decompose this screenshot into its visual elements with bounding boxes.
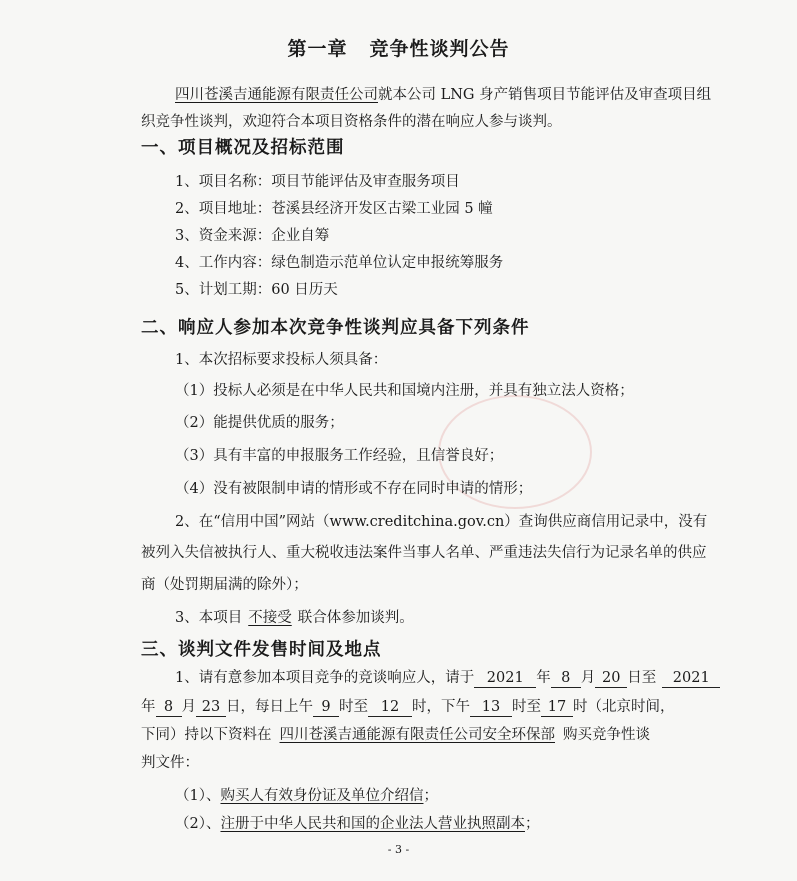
- purchase-place: 四川苍溪吉通能源有限责任公司安全环保部: [279, 727, 555, 743]
- sec3-line-3: [141, 725, 650, 745]
- end-day: 23: [196, 698, 226, 717]
- sec2-sub-4: （4）没有被限制申请的情形或不存在同时申请的情形；: [175, 481, 533, 497]
- section-1-heading: 一、项目概况及招标范围: [141, 138, 345, 158]
- sec3-l3-prefix: 下同）持以下资料在: [141, 727, 272, 743]
- start-day: 20: [595, 669, 627, 688]
- label-daily-am: 日，每日上午: [226, 699, 313, 715]
- section-2-heading: 二、响应人参加本次竞争性谈判应具备下列条件: [141, 318, 530, 338]
- section-3-heading: 三、谈判文件发售时间及地点: [141, 640, 382, 660]
- label-month: 月: [580, 670, 596, 686]
- sec3-req-2: [175, 814, 539, 834]
- label-hour-to-2: 时至: [512, 699, 541, 715]
- label-hour-to: 时至: [339, 699, 368, 715]
- start-year: 2021: [474, 669, 536, 688]
- chapter-number: 第一章: [287, 38, 348, 60]
- sec3-l1-prefix: 1、请有意参加本项目竞争的竞谈响应人，请于: [175, 670, 475, 686]
- chapter-title: [0, 34, 797, 61]
- end-year: 2021: [662, 669, 720, 688]
- req2-text: 注册于中华人民共和国的企业法人营业执照副本: [220, 816, 525, 832]
- chapter-name: 竞争性谈判公告: [369, 38, 510, 60]
- item3-suffix: 联合体参加谈判。: [297, 610, 414, 626]
- req2-end: ；: [524, 816, 540, 832]
- sec2-sub-3: （3）具有丰富的申报服务工作经验，且信誉良好；: [175, 448, 504, 464]
- label-day-to: 日至: [627, 670, 657, 686]
- pm-end-hour: 17: [541, 698, 573, 717]
- sec3-line-4: 判文件：: [141, 755, 199, 771]
- sec1-item-period: 5、计划工期：60 日历天: [175, 282, 338, 298]
- sec2-item-3: [175, 608, 414, 628]
- sec2-sub-2: （2）能提供优质的服务；: [175, 415, 344, 431]
- sec3-line-2: [141, 697, 675, 717]
- label-year-2: 年: [141, 699, 156, 715]
- req2-prefix: （2）、: [175, 816, 221, 832]
- sec1-item-name: 1、项目名称：项目节能评估及审查服务项目: [175, 174, 460, 190]
- sec3-req-1: [175, 786, 438, 806]
- sec2-item-2-line-2: 被列入失信被执行人、重大税收违法案件当事人名单、严重违法失信行为记录名单的供应: [141, 545, 707, 561]
- intro-text-1: 就本公司 LNG 身产销售项目节能评估及审查项目组: [378, 87, 712, 103]
- am-end-hour: 12: [368, 698, 412, 717]
- intro-company: 四川苍溪吉通能源有限责任公司: [175, 87, 378, 103]
- sec1-item-work: 4、工作内容：绿色制造示范单位认定申报统筹服务: [175, 255, 504, 271]
- sec2-sub-1: （1）投标人必须是在中华人民共和国境内注册，并具有独立法人资格；: [175, 383, 634, 399]
- start-month: 8: [551, 669, 581, 688]
- item3-value: 不接受: [248, 610, 292, 626]
- item3-prefix: 3、本项目: [175, 610, 243, 626]
- req1-end: ；: [423, 788, 438, 804]
- sec3-line-1: [175, 668, 720, 688]
- page-number: - 3 -: [387, 843, 410, 856]
- label-month-2: 月: [181, 699, 196, 715]
- pm-start-hour: 13: [470, 698, 512, 717]
- req1-prefix: （1）、: [175, 788, 221, 804]
- sec2-item-2-line-1: 2、在“信用中国”网站（www.creditchina.gov.cn）查询供应商信用记录中，没有: [175, 514, 708, 530]
- sec3-l3-suffix: 购买竞争性谈: [563, 727, 650, 743]
- sec1-item-funding: 3、资金来源：企业自筹: [175, 228, 330, 244]
- label-beijing-time: 时（北京时间，: [573, 699, 675, 715]
- label-year: 年: [536, 670, 551, 686]
- end-month: 8: [156, 698, 182, 717]
- intro-line-2: 织竞争性谈判，欢迎符合本项目资格条件的潜在响应人参与谈判。: [141, 114, 562, 130]
- sec2-item-2-line-3: 商（处罚期届满的除外）；: [141, 577, 308, 593]
- sec2-item-1: 1、本次招标要求投标人须具备：: [175, 352, 388, 368]
- req1-text: 购买人有效身份证及单位介绍信: [220, 788, 424, 804]
- sec1-item-address: 2、项目地址：苍溪县经济开发区古梁工业园 5 幢: [175, 201, 493, 217]
- intro-line-1: [175, 85, 711, 105]
- label-hour-pm: 时，下午: [412, 699, 470, 715]
- am-start-hour: 9: [313, 698, 339, 717]
